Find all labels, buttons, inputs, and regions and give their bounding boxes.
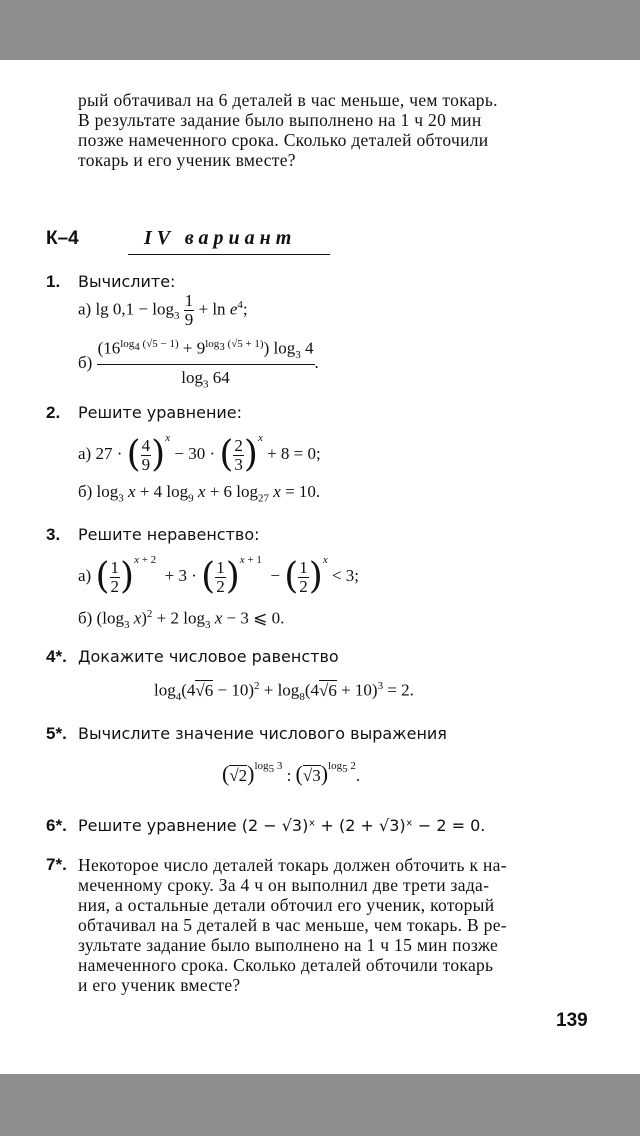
problem-title: Решите неравенство:	[78, 525, 260, 544]
problem-3b: б) ($\log_3$ x)$^2$ + 2 $\log_3 x - 3$ ⩽ 0.	[78, 608, 285, 632]
problem-1a: а) $\lg 0,1 - \log_3$ $\frac{1}{9}$ + $\ln e^4$;	[78, 291, 248, 329]
top-text-line: В результате задание было выполнено на 1 ч 20 мин	[78, 110, 482, 130]
variant-underline	[128, 254, 330, 255]
problem-title: Решите уравнение:	[78, 403, 243, 422]
problem-1b: б) $\frac{(16^{log_4 (√5 - 1)} + 9^{log_3 (√5 + 1)}) \log_3 4}{\log_3 64}$ .	[78, 335, 319, 393]
textbook-page	[0, 60, 640, 1074]
top-text-line: позже намеченного срока. Сколько деталей обточили	[78, 130, 489, 150]
top-text-line: рый обтачивал на 6 деталей в час меньше, чем токарь.	[78, 90, 498, 110]
problem-title: Решите уравнение (2 − √3)ˣ + (2 + √3)ˣ − 2 = 0.	[78, 816, 486, 835]
problem-title: Вычислите значение числового выражения	[78, 724, 447, 743]
problem-title: Вычислите:	[78, 272, 176, 291]
problem-7-line: меченному сроку. За 4 ч он выполнил две трети зада-	[78, 875, 490, 895]
problem-number: 6*.	[46, 816, 67, 835]
problem-7-line: Некоторое число деталей токарь должен обточить к на-	[78, 855, 507, 875]
problem-2b: б) $\log_3 x + 4$ $\log_9 x + 6$ $\log_{27} x = 10$.	[78, 482, 321, 505]
section-code: К–4	[46, 228, 79, 249]
problem-4-equation: $\log_4(4√6 - 10)^2 + \log_8(4√6 + 10)^3 = 2$.	[154, 680, 414, 704]
problem-number: 2.	[46, 403, 61, 422]
page-number: 139	[556, 1010, 588, 1031]
problem-number: 3.	[46, 525, 61, 544]
problem-7-line: намеченного срока. Сколько деталей обточили токарь	[78, 955, 494, 975]
problem-2a: а) 27 · ( $\frac{4}{9}$ )$^x$ − 30 · ( $\frac{2}{3}$ )$^x$ + 8 = 0;	[78, 432, 321, 476]
top-text-line: токарь и его ученик вместе?	[78, 150, 296, 170]
problem-7-line: обтачивал на 5 деталей в час меньше, чем токарь. В ре-	[78, 915, 507, 935]
problem-7-line: и его ученик вместе?	[78, 975, 241, 995]
problem-3a: а) ( $\frac{1}{2}$ )$^{x + 2}$ + 3 · ( $\frac{1}{2}$ )$^{x + 1}$ − ( $\frac{1}{2}$ )$^x$ < 3;	[78, 554, 360, 598]
problem-number: 7*.	[46, 855, 67, 874]
problem-title: Докажите числовое равенство	[78, 647, 339, 666]
problem-number: 1.	[46, 272, 61, 291]
variant-title: IV вариант	[144, 227, 297, 249]
problem-number: 5*.	[46, 724, 67, 743]
problem-5-expression: $(√2)^{log_5 3}$ : $(√3)^{log_5 2}$.	[222, 760, 361, 786]
problem-7-line: ния, а остальные детали обточил его ученик, который	[78, 895, 495, 915]
problem-7-line: зультате задание было выполнено на 1 ч 15 мин позже	[78, 935, 499, 955]
problem-number: 4*.	[46, 647, 67, 666]
